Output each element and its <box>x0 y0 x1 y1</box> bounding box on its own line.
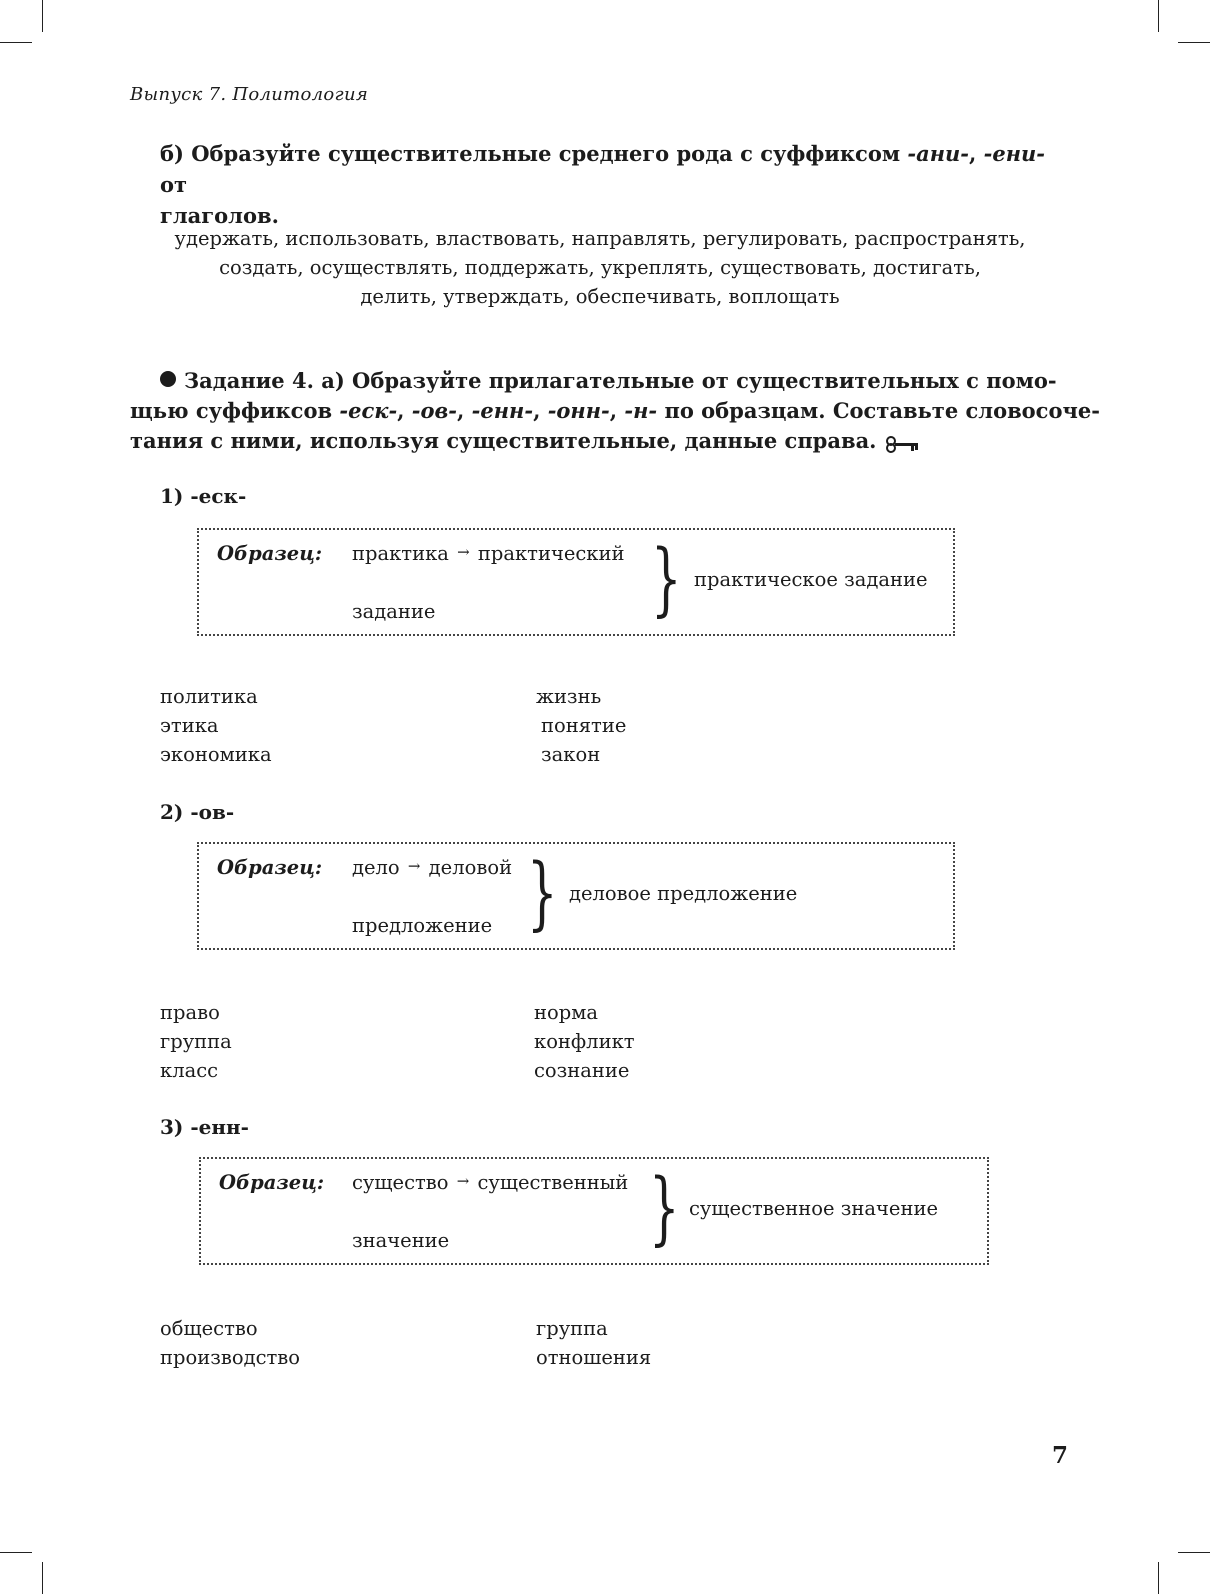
sample-result: практическое задание <box>694 568 928 591</box>
sample-base-word <box>352 1171 628 1194</box>
verb-line: делить, утверждать, обеспечивать, воплощать <box>360 285 840 308</box>
crop-mark <box>1178 42 1210 43</box>
task-4-line1: Задание 4. а) Образуйте прилагательные от существительных с помо- <box>184 368 1057 393</box>
word-item: отношения <box>536 1346 652 1369</box>
suffix-eni: -ени- <box>983 141 1046 166</box>
suffix-esk: -еск- <box>339 398 398 423</box>
word-item: класс <box>160 1059 219 1082</box>
suffix-ov: -ов- <box>411 398 458 423</box>
part-b-heading-end: от <box>160 172 188 197</box>
verb-line: удержать, использовать, властвовать, направлять, регулировать, распространять, <box>174 227 1026 250</box>
word-item: норма <box>534 1001 599 1024</box>
arrow-icon: → <box>456 1172 470 1190</box>
sample-result: существенное значение <box>689 1197 938 1220</box>
word-item: право <box>160 1001 220 1024</box>
suffix-ani: -ани- <box>907 141 970 166</box>
task-4-line3: тания с ними, используя существительные, данные справа. <box>130 428 877 453</box>
sample-box-1 <box>197 528 955 636</box>
comma: , <box>969 141 984 166</box>
word-item: производство <box>160 1346 301 1369</box>
word-item: общество <box>160 1317 258 1340</box>
word-item: экономика <box>160 743 272 766</box>
word-item: сознание <box>534 1059 630 1082</box>
base-word: дело <box>352 856 400 879</box>
sample-noun: предложение <box>352 914 493 937</box>
crop-mark <box>1178 1552 1210 1553</box>
base-word: существо <box>352 1171 449 1194</box>
section-2-label: 2) -ов- <box>160 800 235 824</box>
word-item: жизнь <box>536 685 602 708</box>
page-number: 7 <box>1052 1442 1069 1469</box>
brace-icon: } <box>651 532 682 625</box>
word-column-left-2 <box>160 998 232 1085</box>
arrow-icon: → <box>457 543 470 561</box>
part-b-heading-line2: глаголов. <box>160 203 279 228</box>
sample-label: Образец: <box>217 856 323 879</box>
word-column-left-1 <box>160 682 272 769</box>
separator: , <box>397 398 412 423</box>
crop-mark <box>42 1562 43 1594</box>
running-head: Выпуск 7. Политология <box>130 84 369 105</box>
section-1-label: 1) -еск- <box>160 484 247 508</box>
crop-mark <box>42 0 43 32</box>
part-b-heading <box>160 138 1060 231</box>
crop-mark <box>1158 1562 1159 1594</box>
arrow-icon: → <box>407 857 421 875</box>
word-item: группа <box>160 1030 232 1053</box>
sample-label: Образец: <box>217 542 323 565</box>
word-item: этика <box>160 714 219 737</box>
verb-line: создать, осуществлять, поддержать, укреплять, существовать, достигать, <box>219 256 981 279</box>
word-column-right-1 <box>536 682 626 769</box>
bullet-icon <box>160 371 176 387</box>
derived-word: практический <box>477 542 625 565</box>
word-item: конфликт <box>534 1030 635 1053</box>
word-column-left-3 <box>160 1314 300 1372</box>
separator: , <box>457 398 472 423</box>
part-b-heading-start: б) Образуйте существительные среднего рода с суффиксом <box>160 141 908 166</box>
sample-box-2 <box>197 842 955 950</box>
suffix-onn: -онн- <box>547 398 610 423</box>
sample-result: деловое предложение <box>569 882 798 905</box>
sample-base-word <box>352 542 625 565</box>
suffix-n: -н- <box>624 398 658 423</box>
brace-icon: } <box>527 846 558 939</box>
task-4-heading <box>130 366 1100 462</box>
brace-icon: } <box>649 1161 680 1254</box>
sample-label: Образец: <box>219 1171 325 1194</box>
derived-word: существенный <box>477 1171 629 1194</box>
word-item: понятие <box>541 714 627 737</box>
word-item: политика <box>160 685 258 708</box>
key-icon <box>884 432 920 462</box>
task-4-line2-end: по образцам. Составьте словосоче- <box>657 398 1100 423</box>
word-column-right-2 <box>534 998 635 1085</box>
suffix-enn: -енн- <box>471 398 534 423</box>
sample-box-3 <box>199 1157 989 1265</box>
task-4-line2-start: щью суффиксов <box>130 398 340 423</box>
derived-word: деловой <box>428 856 513 879</box>
crop-mark <box>0 1552 32 1553</box>
section-3-label: 3) -енн- <box>160 1115 249 1139</box>
crop-mark <box>0 42 32 43</box>
word-item: группа <box>536 1317 608 1340</box>
separator: , <box>609 398 625 423</box>
word-column-right-3 <box>536 1314 651 1372</box>
separator: , <box>533 398 548 423</box>
sample-noun: значение <box>352 1229 450 1252</box>
verb-list <box>130 224 1070 311</box>
crop-mark <box>1158 0 1159 32</box>
base-word: практика <box>352 542 449 565</box>
sample-noun: задание <box>352 600 436 623</box>
word-item: закон <box>541 743 601 766</box>
sample-base-word <box>352 856 512 879</box>
